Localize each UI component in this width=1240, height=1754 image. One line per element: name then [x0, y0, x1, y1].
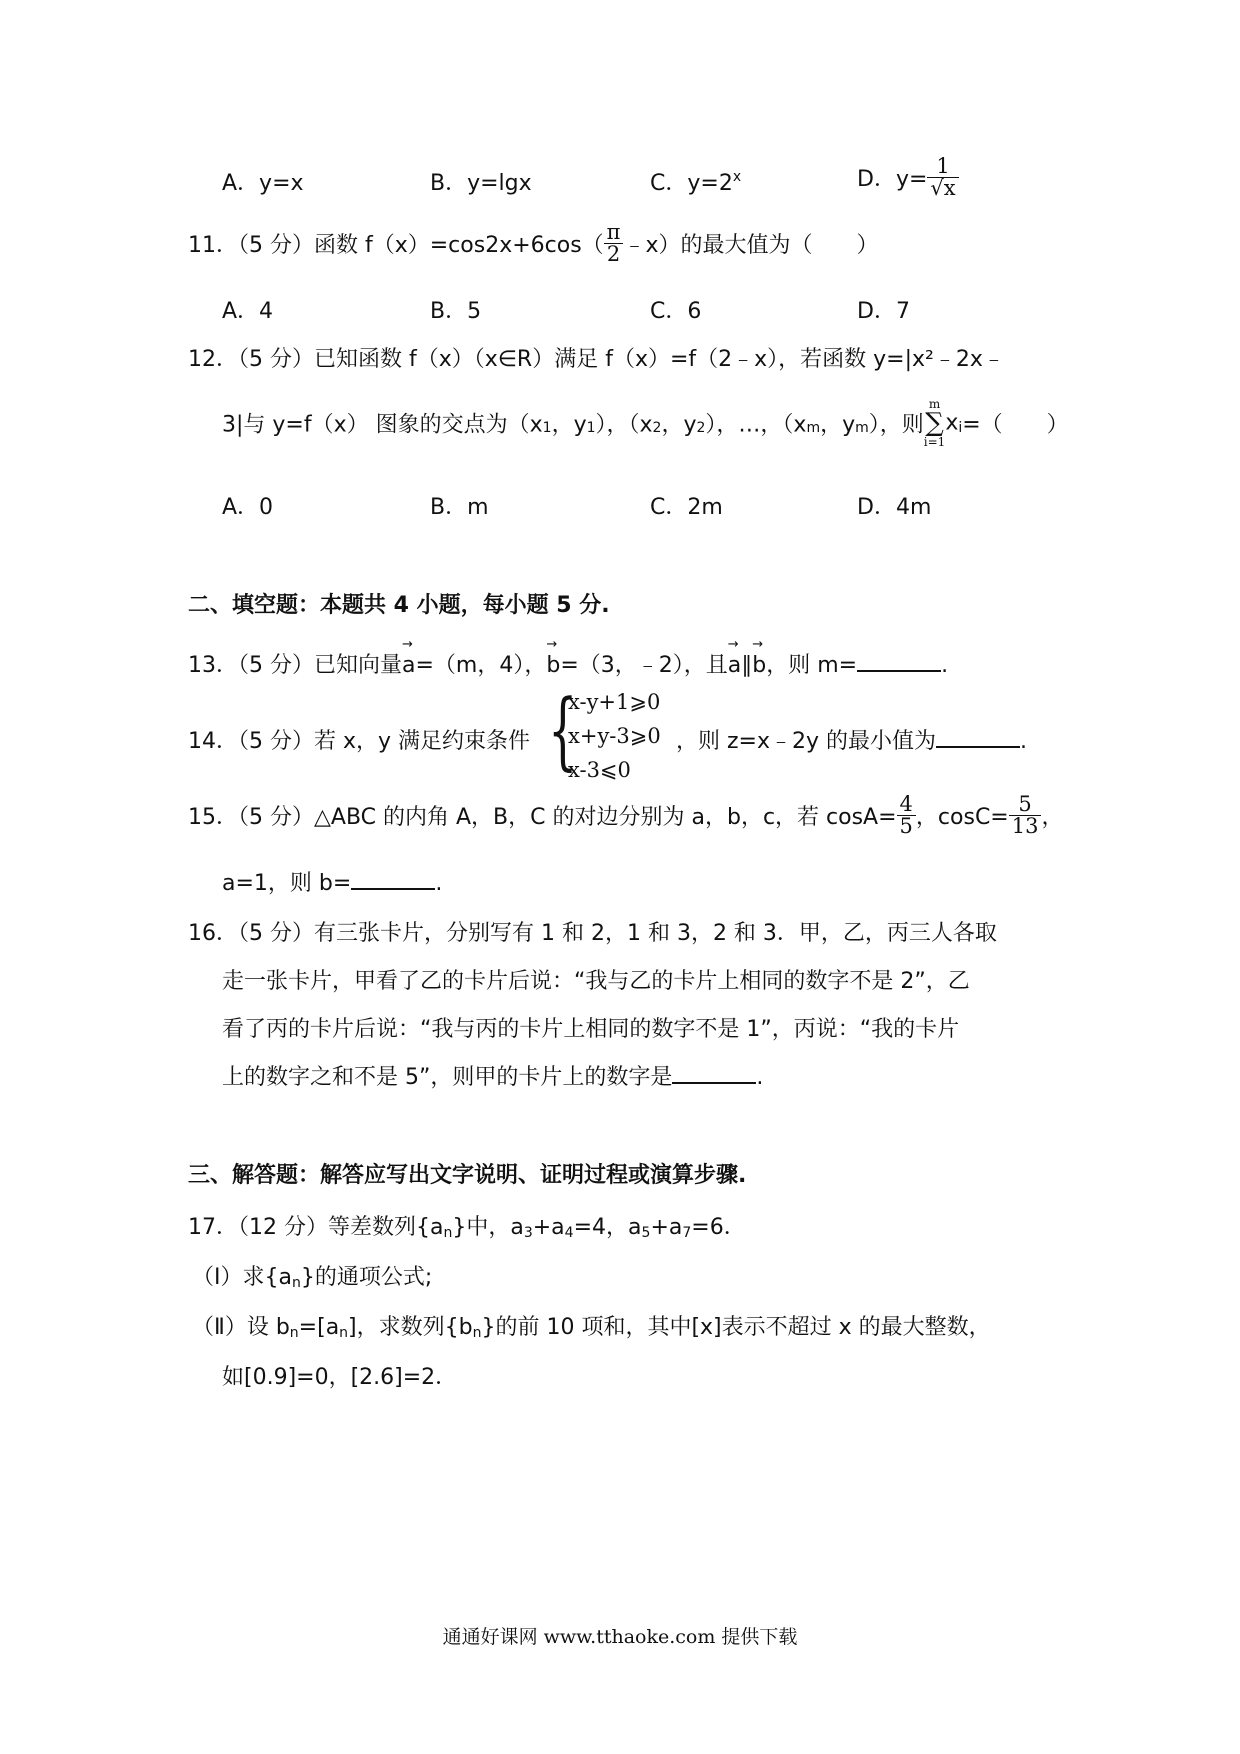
question-16-line1: 16．（5 分）有三张卡片，分别写有 1 和 2，1 和 3，2 和 3．甲，乙，丙三人各取: [188, 921, 997, 946]
constraint-1: x-y+1⩾0: [568, 690, 661, 714]
section-2-heading: 二、填空题：本题共 4 小题，每小题 5 分.: [188, 593, 610, 618]
q10-option-b: B．y=lgx: [430, 171, 532, 196]
page-footer: 通通好课网 www.tthaoke.com 提供下载: [442, 1626, 798, 1648]
question-12-line1: 12．（5 分）已知函数 f（x）（x∈R）满足 f（x）=f（2﹣x），若函数 y=|x²﹣2x﹣: [188, 347, 1005, 372]
q12-option-d: D．4m: [857, 495, 932, 520]
question-15-line2: a=1，则 b= .: [222, 866, 442, 897]
q10-option-a: A．y=x: [222, 171, 304, 196]
vector-b: → b: [546, 653, 560, 678]
question-17-part-2: （Ⅱ）设 $b_n=[a_n]$，求数列$\{b_n\}$的前 10 项和，其中[x]表示不超过 x 的最大整数，: [192, 1315, 991, 1341]
question-12-line2: 3|与 y=f（x） 图象的交点为（$x_1$，$y_1$），（$x_2$，$y_2$），…，（$x_m$，$y_m$），则 m ∑ i=1 $x_i=$（ ）: [222, 397, 1069, 449]
answer-blank: [672, 1062, 756, 1084]
question-15-line1: 15．（5 分）△ABC 的内角 A，B，C 的对边分别为 a，b，c，若 cosA= $\frac{4}{5}$ ，cosC= $\frac{5}{13}$ ，: [188, 792, 1064, 838]
question-16-line3: 看了丙的卡片后说：“我与丙的卡片上相同的数字不是 1”，丙说：“我的卡片: [222, 1017, 960, 1042]
answer-blank: [936, 726, 1020, 748]
fraction: $\frac{1}{√x}$: [927, 156, 958, 199]
question-14-suffix: ，则 z=x﹣2y 的最小值为 .: [676, 724, 1027, 755]
q12-option-c: C．2m: [650, 495, 723, 520]
q11-option-a: A．4: [222, 299, 274, 324]
question-11: 11．（5 分）函数 f（x）=cos2x+6cos（ $\frac{\pi}{2}$ ﹣x）的最大值为（ ）: [188, 220, 879, 266]
vector-a: → a: [402, 653, 415, 678]
question-13: 13．（5 分）已知向量→ a=（m，4），→ b=（3，﹣2），且→ a∥→ b，则 m= .: [188, 648, 948, 679]
summation-symbol: m ∑ i=1: [923, 397, 946, 449]
question-17-part-2-example: 如[0.9]=0，[2.6]=2．: [222, 1365, 458, 1390]
constraint-3: x-3⩽0: [568, 758, 631, 782]
q10-option-c: C．$y=2^x$: [650, 169, 742, 196]
question-14-prefix: 14．（5 分）若 x，y 满足约束条件: [188, 729, 531, 754]
q11-option-c: C．6: [650, 299, 702, 324]
fraction-4-5: $\frac{4}{5}$: [897, 794, 916, 837]
q11-option-d: D．7: [857, 299, 910, 324]
question-16-line4: 上的数字之和不是 5”，则甲的卡片上的数字是 .: [222, 1060, 763, 1091]
q10-option-d: D．y= $\frac{1}{√x}$: [857, 156, 959, 199]
question-17-part-1: （Ⅰ）求$\{a_n\}$的通项公式;: [192, 1265, 433, 1291]
vector-a: → a: [728, 653, 741, 678]
fraction-5-13: $\frac{5}{13}$: [1009, 794, 1042, 837]
answer-blank: [857, 650, 941, 672]
section-3-heading: 三、解答题：解答应写出文字说明、证明过程或演算步骤.: [188, 1163, 747, 1188]
system-brace: {: [548, 681, 578, 779]
constraint-2: x+y-3⩾0: [568, 724, 661, 748]
question-16-line2: 走一张卡片，甲看了乙的卡片后说：“我与乙的卡片上相同的数字不是 2”，乙: [222, 969, 970, 994]
q12-option-b: B．m: [430, 495, 489, 520]
question-17-line1: 17．（12 分）等差数列$\{a_n\}$中，$a_3+a_4=4$，$a_5+a_7=6$．: [188, 1215, 746, 1241]
q12-option-a: A．0: [222, 495, 274, 520]
vector-b: → b: [752, 653, 766, 678]
q11-option-b: B．5: [430, 299, 482, 324]
answer-blank: [351, 868, 435, 890]
fraction-pi-over-2: $\frac{\pi}{2}$: [604, 222, 624, 265]
